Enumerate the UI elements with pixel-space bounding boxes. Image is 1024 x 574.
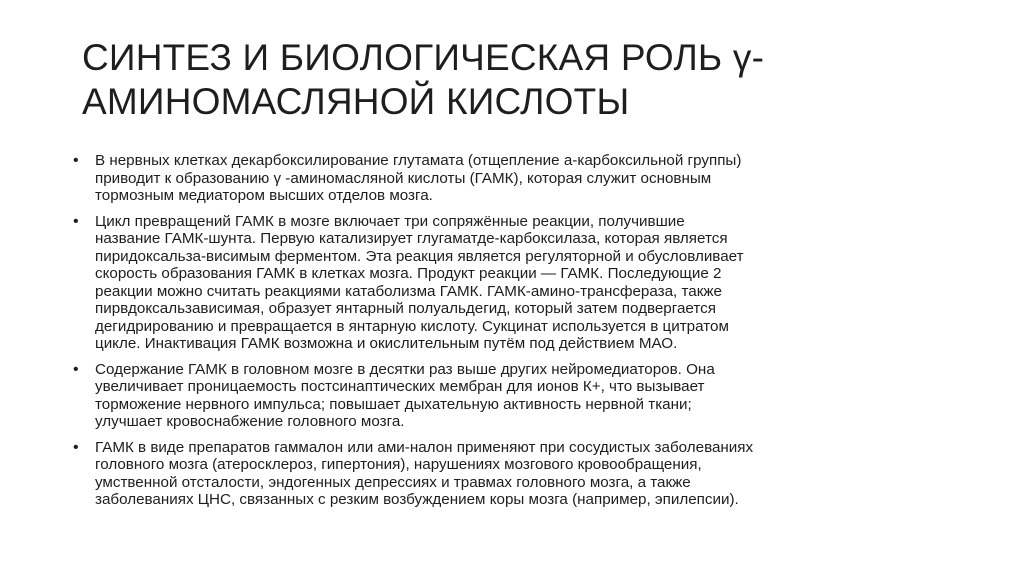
bullet-line: Содержание ГАМК в головном мозге в десятки раз выше других нейромедиаторов. Она <box>95 360 715 378</box>
bullet-item-3 <box>73 361 973 431</box>
bullet-line: улучшает кровоснабжение головного мозга. <box>95 413 405 430</box>
bullet-item-1 <box>73 152 973 205</box>
bullet-text <box>95 361 973 431</box>
bullet-list <box>73 152 973 517</box>
bullet-line: приводит к образованию γ -аминомасляной кислоты (ГАМК), которая служит основным <box>95 169 712 187</box>
bullet-text <box>95 152 973 205</box>
bullet-item-2 <box>73 213 973 353</box>
bullet-line: реакции можно считать реакциями катаболизма ГАМК. ГАМК-амино-трансфераза, также <box>95 282 722 300</box>
bullet-line: название ГАМК-шунта. Первую катализирует глугаматде-карбоксилаза, которая является <box>95 230 728 247</box>
slide-title-line-2: АМИНОМАСЛЯНОЙ КИСЛОТЫ <box>82 81 630 122</box>
bullet-line: скорость образования ГАМК в клетках мозга. Продукт реакции — ГАМК. Последующие 2 <box>95 265 722 282</box>
bullet-icon: • <box>73 212 79 230</box>
slide-title-line-1: СИНТЕЗ И БИОЛОГИЧЕСКАЯ РОЛЬ γ- <box>82 37 765 78</box>
bullet-line: пирвдоксальзависимая, образует янтарный полуальдегид, который затем подвергается <box>95 300 716 317</box>
bullet-line: ГАМК в виде препаратов гаммалон или ами-налон применяют при сосудистых заболеваниях <box>95 438 754 456</box>
bullet-item-4 <box>73 439 973 509</box>
bullet-icon: • <box>73 152 79 169</box>
bullet-line: заболеваниях ЦНС, связанных с резким возбуждением коры мозга (например, эпилепсии). <box>95 491 739 508</box>
bullet-text <box>95 213 973 353</box>
bullet-line: умственной отсталости, эндогенных депрессиях и травмах головного мозга, а также <box>95 473 691 491</box>
bullet-line: цикле. Инактивация ГАМК возможна и окислительным путём под действием МАО. <box>95 335 678 352</box>
bullet-line: тормозным медиатором высших отделов мозга. <box>95 187 433 204</box>
bullet-line: головного мозга (атеросклероз, гипертония), нарушениях мозгового кровообращения, <box>95 456 702 473</box>
bullet-icon: • <box>73 360 79 378</box>
bullet-line: дегидрированию и превращается в янтарную кислоту. Сукцинат используется в цитратом <box>95 317 729 335</box>
bullet-line: торможение нервного импульса; повышает дыхательную активность нервной ткани; <box>95 395 692 413</box>
bullet-text <box>95 439 973 509</box>
bullet-line: увеличивает проницаемость постсинаптических мембран для ионов К+, что вызывает <box>95 378 705 395</box>
slide-title <box>82 36 962 124</box>
bullet-icon: • <box>73 438 79 456</box>
bullet-line: пиридоксальза-висимым ферментом. Эта реакция является регуляторной и обусловливает <box>95 247 744 265</box>
bullet-line: Цикл превращений ГАМК в мозге включает три сопряжённые реакции, получившие <box>95 212 685 230</box>
bullet-line: В нервных клетках декарбоксилирование глутамата (отщепление а-карбоксильной группы) <box>95 152 742 169</box>
